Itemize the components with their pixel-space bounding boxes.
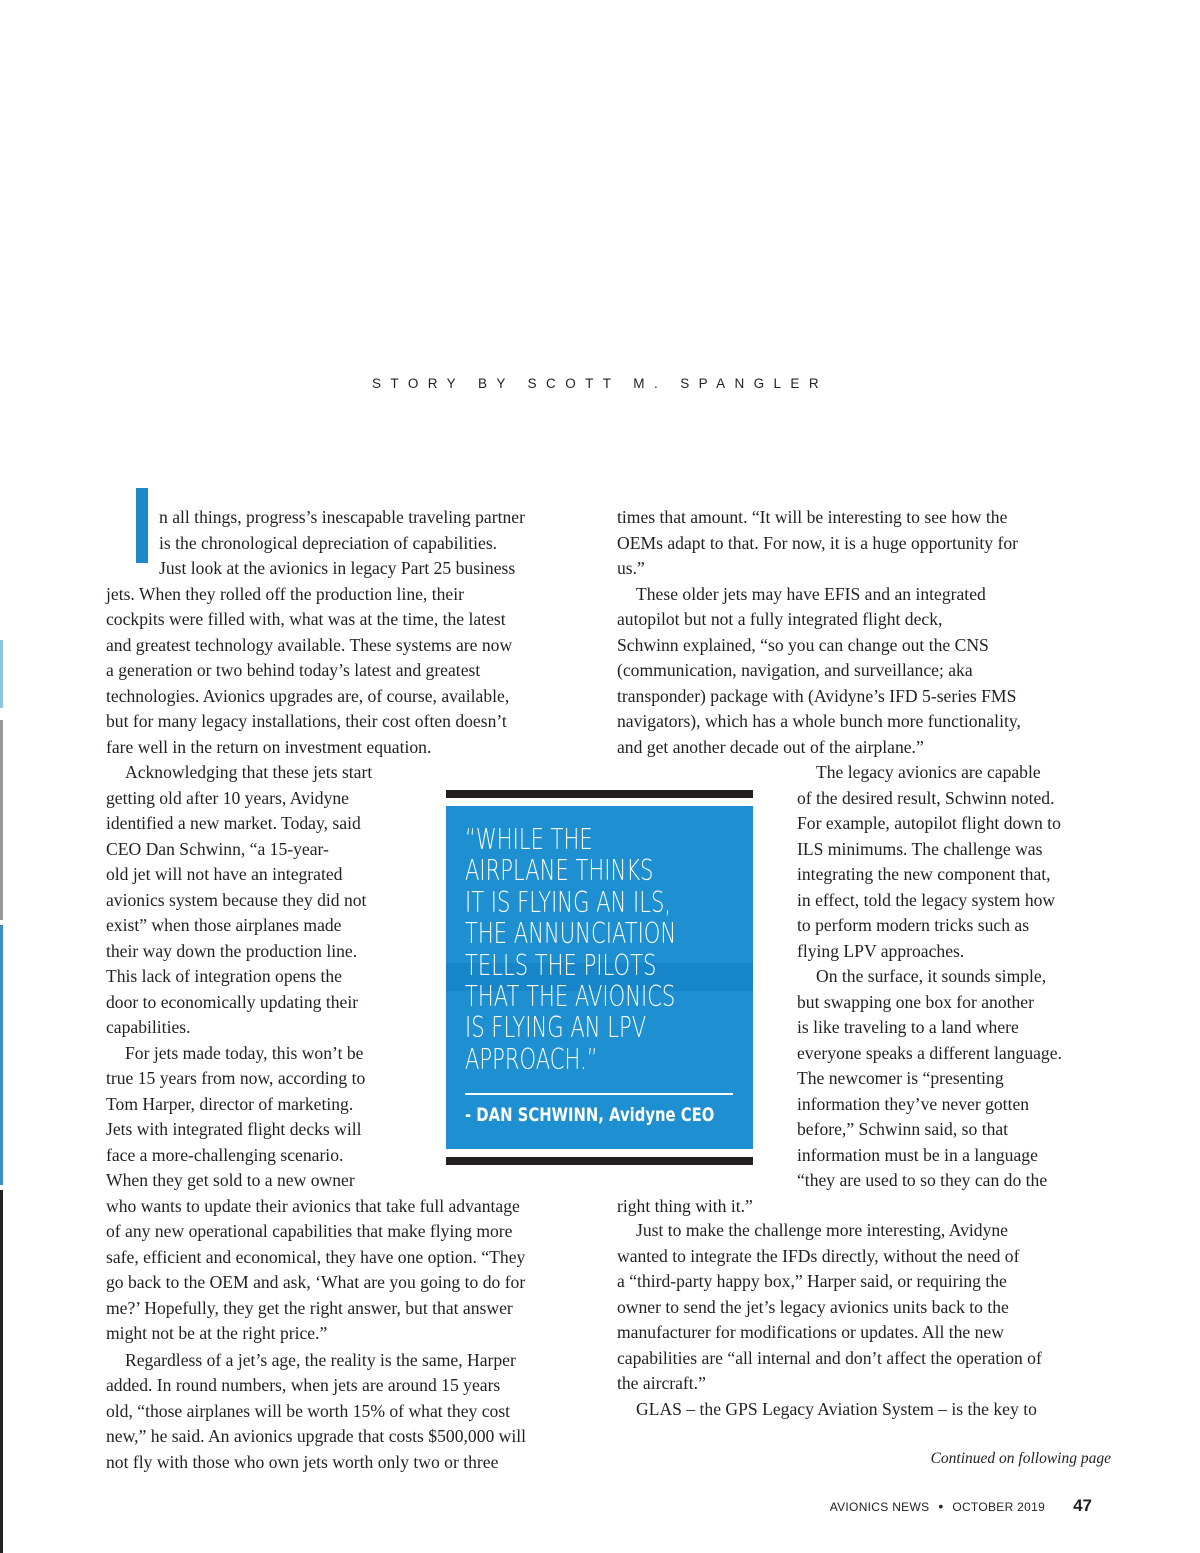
edge-strip xyxy=(0,1190,3,1553)
text-line: technologies. Avionics upgrades are, of course, available, xyxy=(106,685,510,706)
text-line: is the chronological depreciation of capabilities. xyxy=(159,532,498,553)
text-line: the aircraft.” xyxy=(617,1373,706,1393)
text-line: everyone speaks a different language. xyxy=(797,1042,1062,1063)
text-line: go back to the OEM and ask, ‘What are you going to do for xyxy=(106,1272,526,1292)
pull-quote-line: “WHILE THE xyxy=(465,823,593,856)
text-line: but for many legacy installations, their cost often doesn’t xyxy=(106,711,507,731)
text-line: of any new operational capabilities that make flying more xyxy=(106,1221,513,1241)
text-line: Just to make the challenge more interesting, Avidyne xyxy=(636,1220,1008,1240)
paragraph xyxy=(617,1218,1107,1397)
pull-quote xyxy=(446,806,753,1149)
paragraph xyxy=(797,760,1107,964)
paragraph xyxy=(617,582,1107,761)
text-line: face a more-challenging scenario. xyxy=(106,1144,344,1165)
paragraph xyxy=(617,964,1107,1219)
paragraph xyxy=(617,505,1107,582)
text-line: us.” xyxy=(617,558,645,578)
text-line: capabilities. xyxy=(106,1017,191,1037)
text-line: n all things, progress’s inescapable traveling partner xyxy=(159,507,525,527)
text-line: a “third-party happy box,” Harper said, or requiring the xyxy=(617,1271,1007,1291)
text-line: integrating the new component that, xyxy=(797,864,1051,884)
text-line: but swapping one box for another xyxy=(797,991,1034,1012)
text-line: capabilities are “all internal and don’t affect the operation of xyxy=(617,1347,1042,1368)
pull-quote-line: THAT THE AVIONICS xyxy=(465,980,676,1014)
edge-strip xyxy=(0,640,3,708)
text-line: “they are used to so they can do the xyxy=(797,1170,1048,1190)
text-line: wanted to integrate the IFDs directly, without the need of xyxy=(617,1245,1020,1266)
text-line: of the desired result, Schwinn noted. xyxy=(797,787,1055,808)
text-line: Jets with integrated flight decks will xyxy=(106,1119,362,1139)
text-line: to perform modern tricks such as xyxy=(797,915,1030,935)
edge-strip xyxy=(0,720,3,920)
footer-separator: • xyxy=(938,1498,944,1514)
byline: STORY BY SCOTT M. SPANGLER xyxy=(372,376,828,391)
text-line: ILS minimums. The challenge was xyxy=(797,838,1043,859)
text-line: These older jets may have EFIS and an integrated xyxy=(636,583,986,604)
text-line: (communication, navigation, and surveillance; aka xyxy=(617,660,973,680)
paragraph xyxy=(617,1397,1107,1423)
page-footer xyxy=(830,1496,1092,1516)
text-line: times that amount. “It will be interesting to see how the xyxy=(617,507,1008,527)
continued-note: Continued on following page xyxy=(930,1450,1111,1467)
pull-quote-line: TELLS THE PILOTS xyxy=(465,948,657,982)
text-line: flying LPV approaches. xyxy=(797,940,965,961)
text-line: their way down the production line. xyxy=(106,940,358,961)
text-line: When they get sold to a new owner xyxy=(106,1170,355,1190)
text-line: OEMs adapt to that. For now, it is a huge opportunity for xyxy=(617,532,1019,553)
text-line: GLAS – the GPS Legacy Aviation System – is the key to xyxy=(636,1398,1037,1419)
text-line: door to economically updating their xyxy=(106,991,359,1012)
text-line: This lack of integration opens the xyxy=(106,966,342,986)
text-line: is like traveling to a land where xyxy=(797,1017,1019,1037)
text-line: The legacy avionics are capable xyxy=(816,762,1041,782)
text-line: owner to send the jet’s legacy avionics units back to the xyxy=(617,1296,1009,1317)
text-line: For jets made today, this won’t be xyxy=(125,1042,364,1063)
paragraph xyxy=(106,1348,586,1476)
text-line: Schwinn explained, “so you can change out the CNS xyxy=(617,634,989,655)
text-line: exist” when those airplanes made xyxy=(106,915,342,935)
text-line: identified a new market. Today, said xyxy=(106,813,361,833)
text-line: information must be in a language xyxy=(797,1144,1038,1165)
text-line: added. In round numbers, when jets are around 15 years xyxy=(106,1375,501,1395)
text-line: jets. When they rolled off the production line, their xyxy=(106,583,464,604)
text-line: right thing with it.” xyxy=(617,1195,753,1216)
text-line: old, “those airplanes will be worth 15% of what they cost xyxy=(106,1400,511,1421)
text-line: autopilot but not a fully integrated flight deck, xyxy=(617,609,943,629)
text-line: new,” he said. An avionics upgrade that costs $500,000 will xyxy=(106,1426,527,1446)
text-line: Tom Harper, director of marketing. xyxy=(106,1093,354,1114)
pull-quote-top-rule xyxy=(446,790,753,798)
text-line: information they’ve never gotten xyxy=(797,1093,1030,1114)
text-line: might not be at the right price.” xyxy=(106,1323,328,1343)
text-line: old jet will not have an integrated xyxy=(106,864,343,884)
text-line: manufacturer for modifications or updates. All the new xyxy=(617,1322,1004,1342)
text-line: and greatest technology available. These systems are now xyxy=(106,634,513,655)
pull-quote-line: IT IS FLYING AN ILS, xyxy=(465,885,672,919)
text-line: in effect, told the legacy system how xyxy=(797,889,1056,910)
text-line: For example, autopilot flight down to xyxy=(797,813,1061,833)
publication-name: AVIONICS NEWS xyxy=(829,1500,930,1514)
text-line: Acknowledging that these jets start xyxy=(125,762,373,782)
pull-quote-text xyxy=(465,824,746,1075)
right-column-bottom xyxy=(617,1218,1107,1422)
text-line: getting old after 10 years, Avidyne xyxy=(106,787,349,808)
paragraph xyxy=(106,505,586,760)
pull-quote-bottom-rule xyxy=(446,1157,753,1165)
text-line: transponder) package with (Avidyne’s IFD 5-series FMS xyxy=(617,685,1017,706)
text-line: CEO Dan Schwinn, “a 15-year- xyxy=(106,838,329,859)
text-line: The newcomer is “presenting xyxy=(797,1068,1004,1088)
text-line: safe, efficient and economical, they have one option. “They xyxy=(106,1246,526,1267)
text-line: avionics system because they did not xyxy=(106,889,367,910)
right-column xyxy=(617,505,1107,760)
page-number: 47 xyxy=(1073,1496,1092,1515)
text-line: not fly with those who own jets worth only two or three xyxy=(106,1451,499,1472)
text-line: cockpits were filled with, what was at the time, the latest xyxy=(106,609,506,629)
edge-strip xyxy=(0,925,3,1185)
text-line: before,” Schwinn said, so that xyxy=(797,1119,1009,1139)
text-line: fare well in the return on investment equation. xyxy=(106,736,432,757)
pull-quote-line: APPROACH.” xyxy=(465,1042,598,1076)
right-column-narrow xyxy=(617,760,1107,1219)
text-line: true 15 years from now, according to xyxy=(106,1068,366,1088)
text-line: who wants to update their avionics that take full advantage xyxy=(106,1195,520,1216)
pull-quote-attribution: - DAN SCHWINN, Avidyne CEO xyxy=(465,1104,715,1126)
pull-quote-line: AIRPLANE THINKS xyxy=(465,854,654,888)
text-line: On the surface, it sounds simple, xyxy=(816,966,1047,986)
text-line: a generation or two behind today’s latest and greatest xyxy=(106,660,481,680)
pull-quote-line: THE ANNUNCIATION xyxy=(465,917,677,951)
text-line: navigators), which has a whole bunch more functionality, xyxy=(617,711,1021,731)
pull-quote-divider xyxy=(465,1093,733,1095)
issue-date: OCTOBER 2019 xyxy=(952,1500,1046,1514)
text-line: and get another decade out of the airplane.” xyxy=(617,736,924,757)
text-line: Regardless of a jet’s age, the reality is the same, Harper xyxy=(125,1349,516,1370)
text-line: Just look at the avionics in legacy Part 25 business xyxy=(159,558,516,578)
text-line: me?’ Hopefully, they get the right answer, but that answer xyxy=(106,1297,513,1318)
pull-quote-line: IS FLYING AN LPV xyxy=(465,1011,647,1045)
